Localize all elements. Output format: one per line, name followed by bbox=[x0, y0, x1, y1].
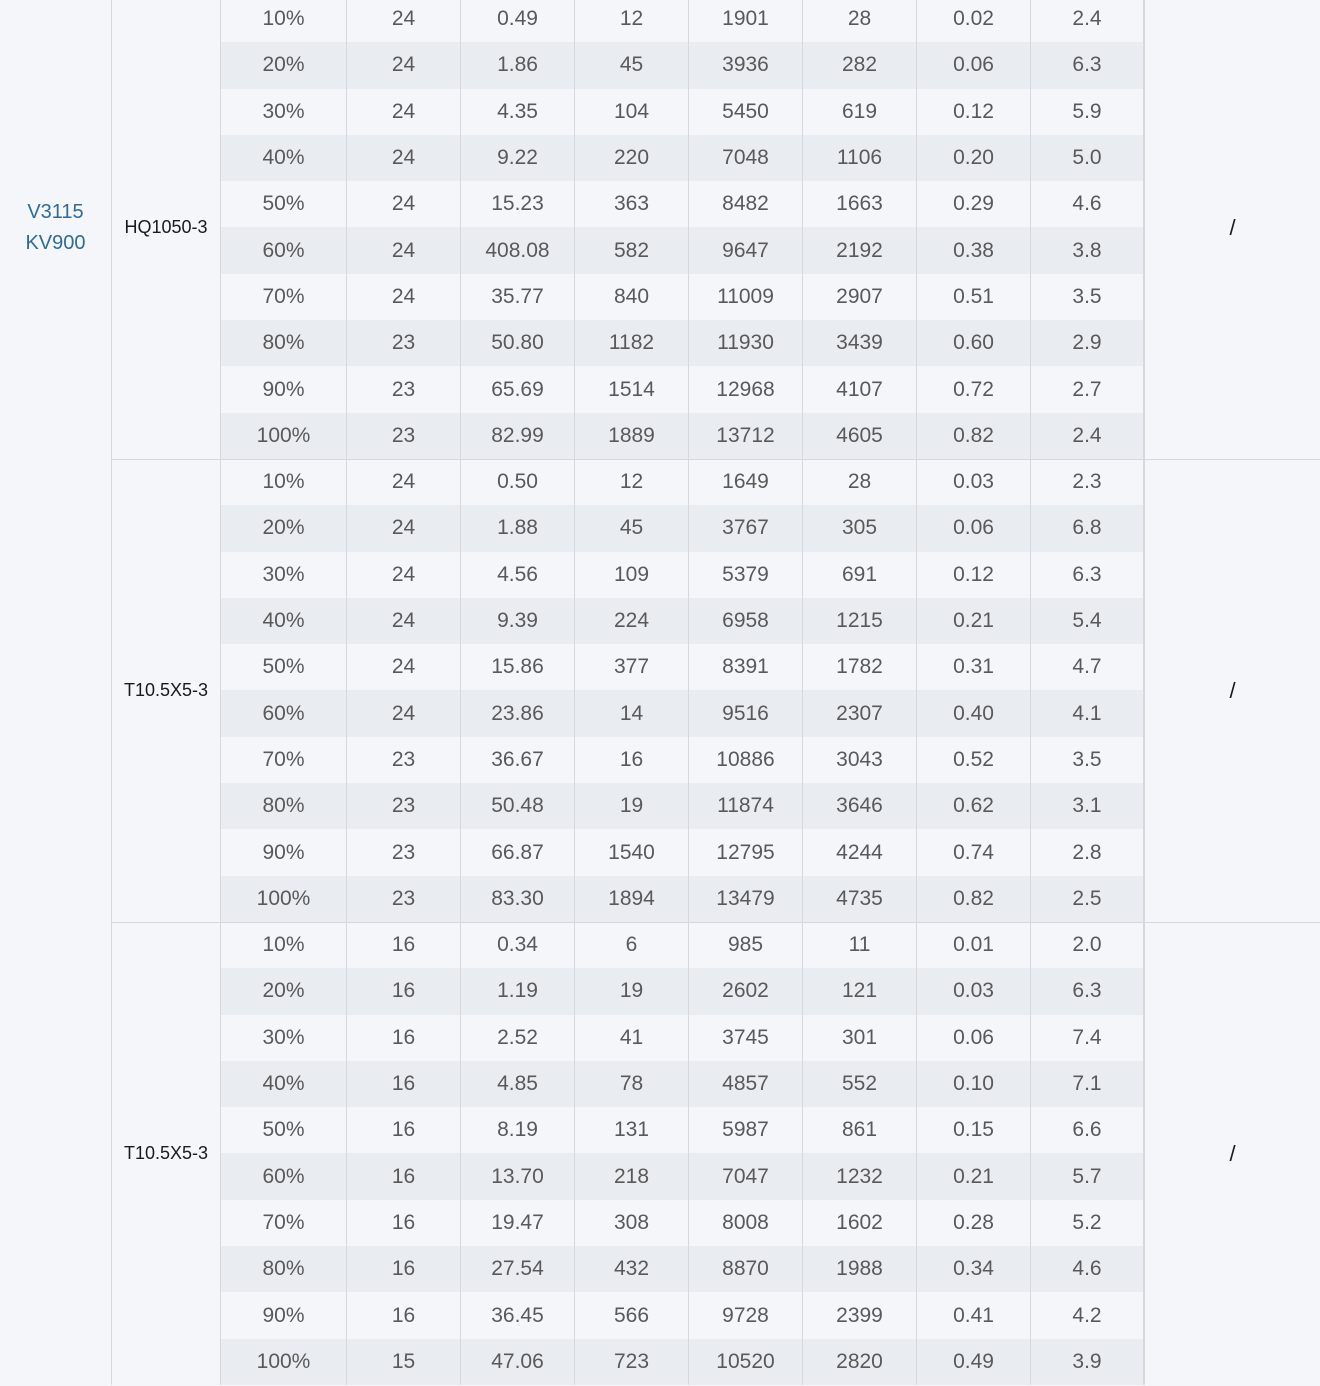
propeller-group bbox=[112, 0, 1320, 459]
table-cell: 23 bbox=[347, 413, 461, 459]
table-cell: 11930 bbox=[689, 320, 803, 366]
table-row bbox=[221, 1339, 1144, 1385]
table-cell: 5.9 bbox=[1031, 89, 1144, 135]
table-cell: 9.39 bbox=[461, 598, 575, 644]
table-cell: 10% bbox=[221, 922, 347, 968]
table-cell: 60% bbox=[221, 227, 347, 273]
table-row bbox=[221, 644, 1144, 690]
table-row bbox=[221, 320, 1144, 366]
table-cell: 4605 bbox=[803, 413, 917, 459]
table-row bbox=[221, 552, 1144, 598]
table-cell: 70% bbox=[221, 1200, 347, 1246]
table-cell: 16 bbox=[347, 968, 461, 1014]
table-cell: 3.9 bbox=[1031, 1339, 1144, 1385]
table-cell: 691 bbox=[803, 552, 917, 598]
table-cell: 24 bbox=[347, 459, 461, 505]
table-cell: 16 bbox=[575, 737, 689, 783]
table-cell: 377 bbox=[575, 644, 689, 690]
table-cell: 80% bbox=[221, 1246, 347, 1292]
table-cell: 6.3 bbox=[1031, 968, 1144, 1014]
table-cell: 2.3 bbox=[1031, 459, 1144, 505]
table-row bbox=[221, 922, 1144, 968]
table-cell: 1.86 bbox=[461, 42, 575, 88]
table-cell: 16 bbox=[347, 1292, 461, 1338]
table-cell: 0.34 bbox=[461, 922, 575, 968]
table-cell: 7048 bbox=[689, 135, 803, 181]
table-cell: 80% bbox=[221, 320, 347, 366]
table-cell: 12795 bbox=[689, 829, 803, 875]
table-cell: 10520 bbox=[689, 1339, 803, 1385]
table-row bbox=[221, 1015, 1144, 1061]
table-cell: 1894 bbox=[575, 876, 689, 922]
table-cell: 50% bbox=[221, 644, 347, 690]
table-row bbox=[221, 1246, 1144, 1292]
table-cell: 2907 bbox=[803, 274, 917, 320]
table-cell: 2192 bbox=[803, 227, 917, 273]
table-cell: 0.82 bbox=[917, 876, 1031, 922]
table-cell: 3745 bbox=[689, 1015, 803, 1061]
table-cell: 0.31 bbox=[917, 644, 1031, 690]
table-row bbox=[221, 1153, 1144, 1199]
table-row bbox=[221, 876, 1144, 922]
table-cell: 24 bbox=[347, 552, 461, 598]
table-cell: 4.85 bbox=[461, 1061, 575, 1107]
table-cell: 1514 bbox=[575, 366, 689, 412]
table-cell: 0.06 bbox=[917, 1015, 1031, 1061]
table-cell: 28 bbox=[803, 459, 917, 505]
table-cell: 16 bbox=[347, 1015, 461, 1061]
table-cell: 723 bbox=[575, 1339, 689, 1385]
table-row bbox=[221, 1061, 1144, 1107]
table-cell: 8.19 bbox=[461, 1107, 575, 1153]
table-cell: 6.3 bbox=[1031, 552, 1144, 598]
table-cell: 2.0 bbox=[1031, 922, 1144, 968]
table-cell: 4.35 bbox=[461, 89, 575, 135]
table-cell: 5987 bbox=[689, 1107, 803, 1153]
table-cell: 20% bbox=[221, 968, 347, 1014]
table-cell: 4857 bbox=[689, 1061, 803, 1107]
propeller-group bbox=[112, 922, 1320, 1385]
table-cell: 8008 bbox=[689, 1200, 803, 1246]
table-cell: 0.15 bbox=[917, 1107, 1031, 1153]
table-cell: 23 bbox=[347, 737, 461, 783]
table-cell: 100% bbox=[221, 1339, 347, 1385]
throttle-rows bbox=[221, 459, 1144, 922]
table-cell: 131 bbox=[575, 1107, 689, 1153]
table-cell: 0.06 bbox=[917, 505, 1031, 551]
table-cell: 3439 bbox=[803, 320, 917, 366]
table-cell: 13479 bbox=[689, 876, 803, 922]
motor-model-name: V3115 bbox=[27, 200, 84, 223]
table-cell: 861 bbox=[803, 1107, 917, 1153]
motor-model-cell bbox=[0, 0, 112, 459]
table-cell: 0.21 bbox=[917, 1153, 1031, 1199]
table-cell: 363 bbox=[575, 181, 689, 227]
table-cell: 0.38 bbox=[917, 227, 1031, 273]
table-row bbox=[221, 1200, 1144, 1246]
table-cell: 10% bbox=[221, 0, 347, 42]
table-cell: 19 bbox=[575, 783, 689, 829]
throttle-rows bbox=[221, 922, 1144, 1385]
table-cell: 2.4 bbox=[1031, 0, 1144, 42]
table-row bbox=[221, 366, 1144, 412]
table-cell: 90% bbox=[221, 366, 347, 412]
table-cell: 308 bbox=[575, 1200, 689, 1246]
remark-cell: / bbox=[1144, 459, 1320, 922]
table-cell: 24 bbox=[347, 181, 461, 227]
table-row bbox=[221, 274, 1144, 320]
table-cell: 220 bbox=[575, 135, 689, 181]
table-cell: 4735 bbox=[803, 876, 917, 922]
table-cell: 24 bbox=[347, 135, 461, 181]
table-cell: 23 bbox=[347, 366, 461, 412]
table-cell: 1215 bbox=[803, 598, 917, 644]
table-cell: 4107 bbox=[803, 366, 917, 412]
table-cell: 1.19 bbox=[461, 968, 575, 1014]
table-cell: 27.54 bbox=[461, 1246, 575, 1292]
table-cell: 0.03 bbox=[917, 459, 1031, 505]
table-cell: 40% bbox=[221, 1061, 347, 1107]
table-cell: 16 bbox=[347, 1061, 461, 1107]
table-cell: 282 bbox=[803, 42, 917, 88]
table-cell: 4.6 bbox=[1031, 1246, 1144, 1292]
table-cell: 20% bbox=[221, 42, 347, 88]
table-cell: 90% bbox=[221, 1292, 347, 1338]
remark-cell: / bbox=[1144, 922, 1320, 1385]
table-cell: 0.50 bbox=[461, 459, 575, 505]
table-row bbox=[221, 227, 1144, 273]
table-cell: 36.45 bbox=[461, 1292, 575, 1338]
table-cell: 0.60 bbox=[917, 320, 1031, 366]
table-cell: 1.88 bbox=[461, 505, 575, 551]
table-cell: 1782 bbox=[803, 644, 917, 690]
table-cell: 60% bbox=[221, 1153, 347, 1199]
table-cell: 23 bbox=[347, 829, 461, 875]
table-cell: 100% bbox=[221, 876, 347, 922]
table-cell: 2.52 bbox=[461, 1015, 575, 1061]
table-cell: 0.82 bbox=[917, 413, 1031, 459]
table-cell: 0.62 bbox=[917, 783, 1031, 829]
table-row bbox=[221, 1292, 1144, 1338]
table-cell: 23 bbox=[347, 876, 461, 922]
table-cell: 13.70 bbox=[461, 1153, 575, 1199]
table-cell: 11874 bbox=[689, 783, 803, 829]
table-cell: 6.8 bbox=[1031, 505, 1144, 551]
table-cell: 6958 bbox=[689, 598, 803, 644]
table-cell: 30% bbox=[221, 89, 347, 135]
table-cell: 24 bbox=[347, 42, 461, 88]
table-row bbox=[221, 505, 1144, 551]
table-cell: 1649 bbox=[689, 459, 803, 505]
table-cell: 1663 bbox=[803, 181, 917, 227]
table-cell: 5.2 bbox=[1031, 1200, 1144, 1246]
table-cell: 0.34 bbox=[917, 1246, 1031, 1292]
table-cell: 5379 bbox=[689, 552, 803, 598]
table-cell: 2.8 bbox=[1031, 829, 1144, 875]
table-cell: 619 bbox=[803, 89, 917, 135]
group-divider bbox=[112, 922, 1320, 923]
table-cell: 24 bbox=[347, 598, 461, 644]
table-cell: 2.4 bbox=[1031, 413, 1144, 459]
table-cell: 6.3 bbox=[1031, 42, 1144, 88]
table-cell: 14 bbox=[575, 690, 689, 736]
table-cell: 15.86 bbox=[461, 644, 575, 690]
table-cell: 23 bbox=[347, 783, 461, 829]
table-cell: 2.9 bbox=[1031, 320, 1144, 366]
table-cell: 5450 bbox=[689, 89, 803, 135]
table-cell: 90% bbox=[221, 829, 347, 875]
table-cell: 3.5 bbox=[1031, 737, 1144, 783]
table-cell: 1106 bbox=[803, 135, 917, 181]
table-cell: 0.12 bbox=[917, 552, 1031, 598]
table-cell: 40% bbox=[221, 135, 347, 181]
table-cell: 45 bbox=[575, 505, 689, 551]
table-cell: 30% bbox=[221, 552, 347, 598]
table-cell: 2307 bbox=[803, 690, 917, 736]
table-cell: 2.5 bbox=[1031, 876, 1144, 922]
table-cell: 1602 bbox=[803, 1200, 917, 1246]
table-row bbox=[221, 0, 1144, 42]
table-row bbox=[221, 181, 1144, 227]
table-cell: 3936 bbox=[689, 42, 803, 88]
table-cell: 3.8 bbox=[1031, 227, 1144, 273]
table-cell: 40% bbox=[221, 598, 347, 644]
table-row bbox=[221, 783, 1144, 829]
table-cell: 15.23 bbox=[461, 181, 575, 227]
table-cell: 13712 bbox=[689, 413, 803, 459]
table-cell: 840 bbox=[575, 274, 689, 320]
table-cell: 50.80 bbox=[461, 320, 575, 366]
table-cell: 432 bbox=[575, 1246, 689, 1292]
table-cell: 50.48 bbox=[461, 783, 575, 829]
table-cell: 0.10 bbox=[917, 1061, 1031, 1107]
table-row bbox=[221, 968, 1144, 1014]
table-cell: 65.69 bbox=[461, 366, 575, 412]
table-cell: 19 bbox=[575, 968, 689, 1014]
table-row bbox=[221, 89, 1144, 135]
table-cell: 1182 bbox=[575, 320, 689, 366]
table-cell: 66.87 bbox=[461, 829, 575, 875]
table-cell: 24 bbox=[347, 227, 461, 273]
table-cell: 80% bbox=[221, 783, 347, 829]
table-cell: 1232 bbox=[803, 1153, 917, 1199]
table-cell: 0.12 bbox=[917, 89, 1031, 135]
table-cell: 0.20 bbox=[917, 135, 1031, 181]
table-cell: 0.52 bbox=[917, 737, 1031, 783]
table-cell: 7.4 bbox=[1031, 1015, 1144, 1061]
motor-kv-rating: KV900 bbox=[25, 231, 86, 254]
table-row bbox=[221, 135, 1144, 181]
table-cell: 552 bbox=[803, 1061, 917, 1107]
table-cell: 0.72 bbox=[917, 366, 1031, 412]
table-cell: 109 bbox=[575, 552, 689, 598]
table-cell: 24 bbox=[347, 0, 461, 42]
table-cell: 8482 bbox=[689, 181, 803, 227]
table-cell: 16 bbox=[347, 1246, 461, 1292]
table-cell: 0.40 bbox=[917, 690, 1031, 736]
motor-column-border bbox=[111, 0, 112, 1385]
table-cell: 11009 bbox=[689, 274, 803, 320]
table-cell: 0.01 bbox=[917, 922, 1031, 968]
table-cell: 50% bbox=[221, 1107, 347, 1153]
table-cell: 121 bbox=[803, 968, 917, 1014]
table-cell: 305 bbox=[803, 505, 917, 551]
table-cell: 104 bbox=[575, 89, 689, 135]
table-cell: 7047 bbox=[689, 1153, 803, 1199]
group-divider bbox=[112, 459, 1320, 460]
table-row bbox=[221, 737, 1144, 783]
table-cell: 4.7 bbox=[1031, 644, 1144, 690]
table-row bbox=[221, 413, 1144, 459]
table-cell: 4.56 bbox=[461, 552, 575, 598]
table-cell: 35.77 bbox=[461, 274, 575, 320]
table-cell: 7.1 bbox=[1031, 1061, 1144, 1107]
table-cell: 2602 bbox=[689, 968, 803, 1014]
table-cell: 1889 bbox=[575, 413, 689, 459]
table-cell: 24 bbox=[347, 89, 461, 135]
table-cell: 2.7 bbox=[1031, 366, 1144, 412]
table-row bbox=[221, 459, 1144, 505]
table-cell: 3.1 bbox=[1031, 783, 1144, 829]
propeller-model-cell: T10.5X5-3 bbox=[112, 922, 221, 1385]
table-cell: 6.6 bbox=[1031, 1107, 1144, 1153]
table-row bbox=[221, 690, 1144, 736]
table-cell: 19.47 bbox=[461, 1200, 575, 1246]
table-cell: 8870 bbox=[689, 1246, 803, 1292]
table-cell: 28 bbox=[803, 0, 917, 42]
table-cell: 24 bbox=[347, 505, 461, 551]
table-cell: 0.28 bbox=[917, 1200, 1031, 1246]
table-cell: 23 bbox=[347, 320, 461, 366]
table-cell: 50% bbox=[221, 181, 347, 227]
table-cell: 16 bbox=[347, 1200, 461, 1246]
propeller-group bbox=[112, 459, 1320, 922]
throttle-rows bbox=[221, 0, 1144, 459]
table-cell: 9647 bbox=[689, 227, 803, 273]
table-row bbox=[221, 598, 1144, 644]
table-cell: 3767 bbox=[689, 505, 803, 551]
table-cell: 12968 bbox=[689, 366, 803, 412]
table-cell: 0.74 bbox=[917, 829, 1031, 875]
table-cell: 1540 bbox=[575, 829, 689, 875]
table-cell: 2399 bbox=[803, 1292, 917, 1338]
remark-cell: / bbox=[1144, 0, 1320, 459]
table-cell: 4.1 bbox=[1031, 690, 1144, 736]
table-cell: 45 bbox=[575, 42, 689, 88]
table-cell: 15 bbox=[347, 1339, 461, 1385]
table-cell: 566 bbox=[575, 1292, 689, 1338]
table-cell: 47.06 bbox=[461, 1339, 575, 1385]
table-cell: 8391 bbox=[689, 644, 803, 690]
table-cell: 218 bbox=[575, 1153, 689, 1199]
table-cell: 3.5 bbox=[1031, 274, 1144, 320]
table-cell: 5.7 bbox=[1031, 1153, 1144, 1199]
table-cell: 24 bbox=[347, 274, 461, 320]
table-cell: 0.29 bbox=[917, 181, 1031, 227]
table-cell: 82.99 bbox=[461, 413, 575, 459]
table-cell: 16 bbox=[347, 922, 461, 968]
table-cell: 0.02 bbox=[917, 0, 1031, 42]
table-cell: 11 bbox=[803, 922, 917, 968]
table-row bbox=[221, 1107, 1144, 1153]
table-cell: 70% bbox=[221, 737, 347, 783]
table-cell: 5.0 bbox=[1031, 135, 1144, 181]
table-cell: 16 bbox=[347, 1153, 461, 1199]
table-cell: 4244 bbox=[803, 829, 917, 875]
table-cell: 0.49 bbox=[461, 0, 575, 42]
table-cell: 985 bbox=[689, 922, 803, 968]
table-cell: 408.08 bbox=[461, 227, 575, 273]
table-cell: 36.67 bbox=[461, 737, 575, 783]
table-row bbox=[221, 829, 1144, 875]
table-row bbox=[221, 42, 1144, 88]
table-cell: 0.41 bbox=[917, 1292, 1031, 1338]
table-cell: 12 bbox=[575, 459, 689, 505]
table-cell: 1988 bbox=[803, 1246, 917, 1292]
table-cell: 78 bbox=[575, 1061, 689, 1107]
table-cell: 60% bbox=[221, 690, 347, 736]
table-cell: 3043 bbox=[803, 737, 917, 783]
table-cell: 16 bbox=[347, 1107, 461, 1153]
table-cell: 4.6 bbox=[1031, 181, 1144, 227]
table-cell: 100% bbox=[221, 413, 347, 459]
table-cell: 9.22 bbox=[461, 135, 575, 181]
propeller-model-cell: T10.5X5-3 bbox=[112, 459, 221, 922]
table-cell: 0.49 bbox=[917, 1339, 1031, 1385]
table-cell: 20% bbox=[221, 505, 347, 551]
table-cell: 41 bbox=[575, 1015, 689, 1061]
table-cell: 2820 bbox=[803, 1339, 917, 1385]
table-cell: 9516 bbox=[689, 690, 803, 736]
table-cell: 0.06 bbox=[917, 42, 1031, 88]
table-cell: 24 bbox=[347, 644, 461, 690]
propeller-model-cell: HQ1050-3 bbox=[112, 0, 221, 459]
table-cell: 10% bbox=[221, 459, 347, 505]
table-cell: 0.51 bbox=[917, 274, 1031, 320]
table-cell: 301 bbox=[803, 1015, 917, 1061]
table-cell: 9728 bbox=[689, 1292, 803, 1338]
table-cell: 1901 bbox=[689, 0, 803, 42]
table-cell: 4.2 bbox=[1031, 1292, 1144, 1338]
table-cell: 10886 bbox=[689, 737, 803, 783]
table-cell: 0.21 bbox=[917, 598, 1031, 644]
table-cell: 12 bbox=[575, 0, 689, 42]
table-cell: 582 bbox=[575, 227, 689, 273]
table-cell: 224 bbox=[575, 598, 689, 644]
table-cell: 24 bbox=[347, 690, 461, 736]
table-cell: 0.03 bbox=[917, 968, 1031, 1014]
table-cell: 6 bbox=[575, 922, 689, 968]
table-cell: 23.86 bbox=[461, 690, 575, 736]
table-cell: 3646 bbox=[803, 783, 917, 829]
table-cell: 5.4 bbox=[1031, 598, 1144, 644]
table-cell: 30% bbox=[221, 1015, 347, 1061]
table-cell: 70% bbox=[221, 274, 347, 320]
table-cell: 83.30 bbox=[461, 876, 575, 922]
